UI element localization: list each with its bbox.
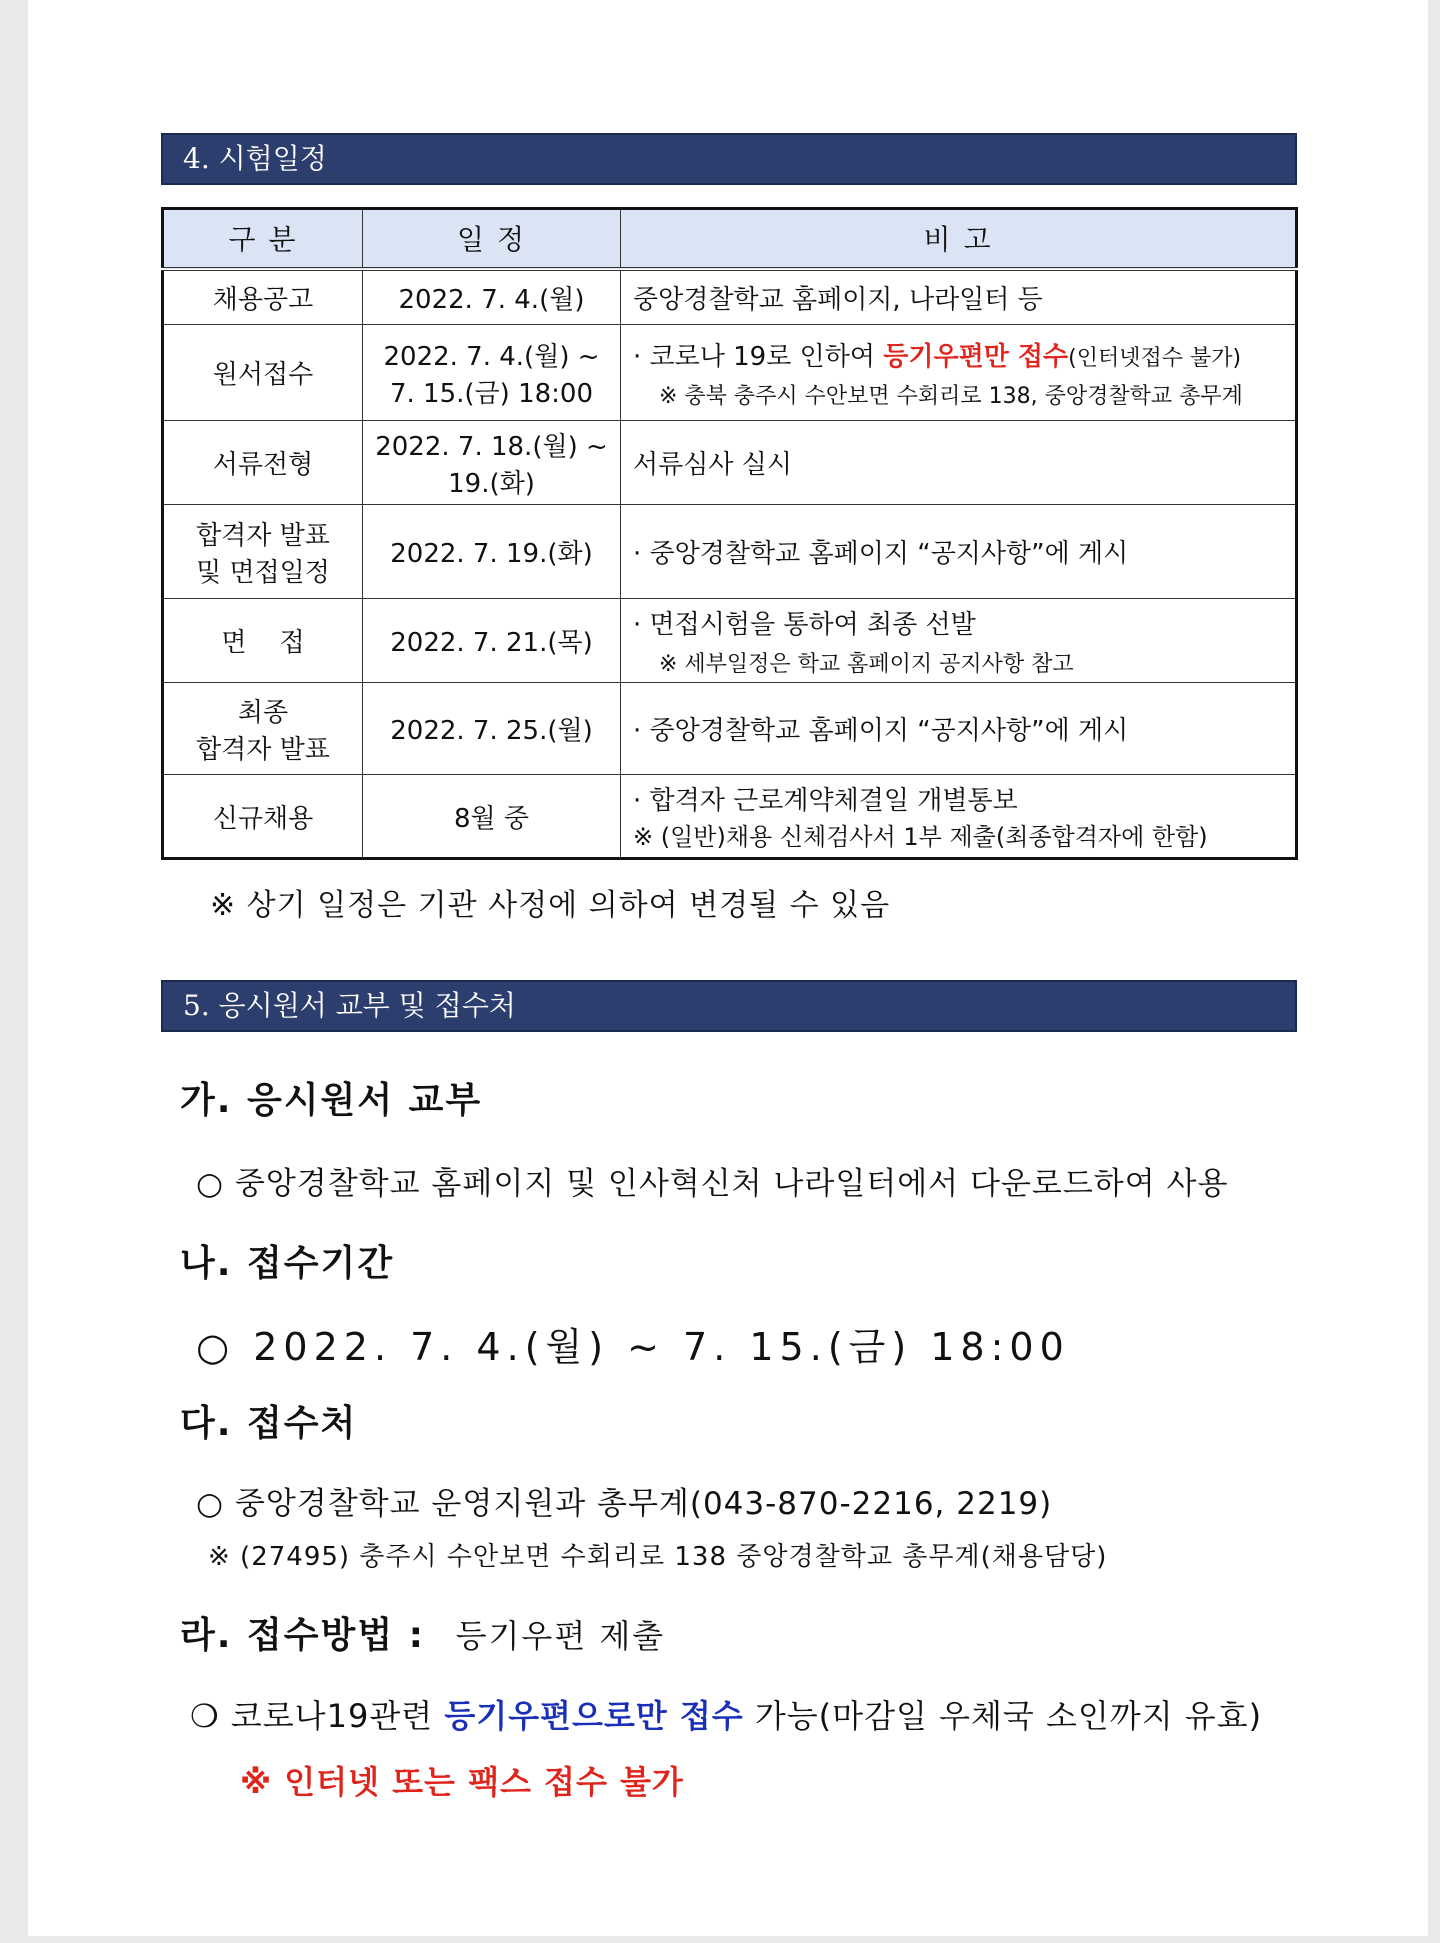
- row-category: 원서접수: [163, 325, 363, 421]
- da-sub: ※ (27495) 충주시 수안보면 수회리로 138 중앙경찰학교 총무계(채용담당): [208, 1542, 1108, 1572]
- row-date: 8월 중: [363, 775, 621, 859]
- row-date: 2022. 7. 19.(화): [363, 505, 621, 599]
- table-row: [163, 775, 1297, 859]
- row-note-sub: ※ (일반)채용 신체검사서 1부 제출(최종합격자에 한함): [633, 823, 1208, 851]
- row-category-line: 합격자 발표: [196, 520, 330, 551]
- row-category: 면 접: [163, 599, 363, 683]
- section-5-title: 5. 응시원서 교부 및 접수처: [161, 980, 1297, 1032]
- row-note-sub: ※ 세부일정은 학교 홈페이지 공지사항 참고: [659, 651, 1074, 677]
- heading-ra-label: 라. 접수방법 :: [180, 1615, 426, 1656]
- da-item: ○ 중앙경찰학교 운영지원과 총무계(043-870-2216, 2219): [196, 1486, 1053, 1522]
- table-row: [163, 505, 1297, 599]
- row-date: 2022. 7. 21.(목): [363, 599, 621, 683]
- table-header-row: [163, 209, 1297, 269]
- table-row: [163, 683, 1297, 775]
- row-category: 채용공고: [163, 269, 363, 325]
- row-category-line: 합격자 발표: [196, 734, 330, 765]
- ra-item-suffix: 가능(마감일 우체국 소인까지 유효): [743, 1697, 1263, 1735]
- row-category: [163, 505, 363, 599]
- row-date-line: 2022. 7. 18.(월) ~: [375, 431, 608, 462]
- table-row: [163, 325, 1297, 421]
- row-date: [363, 421, 621, 505]
- heading-ra: [180, 1607, 665, 1658]
- row-note: 서류심사 실시: [621, 421, 1297, 505]
- heading-na: 나. 접수기간: [180, 1243, 395, 1284]
- row-date: [363, 325, 621, 421]
- row-category-line: 최종: [237, 697, 289, 728]
- row-category-line: 및 면접일정: [196, 557, 330, 588]
- header-date: 일 정: [363, 209, 621, 269]
- ra-method: 등기우편 제출: [455, 1617, 666, 1655]
- row-date: 2022. 7. 4.(월): [363, 269, 621, 325]
- table-row: [163, 421, 1297, 505]
- header-note: 비 고: [621, 209, 1297, 269]
- row-category: [163, 683, 363, 775]
- row-category: 신규채용: [163, 775, 363, 859]
- row-note: [621, 599, 1297, 683]
- ra-item-highlight: 등기우편으로만 접수: [444, 1697, 744, 1735]
- heading-ga: 가. 응시원서 교부: [180, 1080, 483, 1121]
- row-note: [621, 325, 1297, 421]
- row-category: 서류전형: [163, 421, 363, 505]
- row-note: 중앙경찰학교 홈페이지, 나라일터 등: [621, 269, 1297, 325]
- table-row: [163, 269, 1297, 325]
- ra-item-prefix: ❍ 코로나19관련: [190, 1697, 445, 1735]
- ga-item: ○ 중앙경찰학교 홈페이지 및 인사혁신처 나라일터에서 다운로드하여 사용: [196, 1166, 1229, 1202]
- row-note-text: · 면접시험을 통하여 최종 선발: [633, 609, 976, 640]
- row-note-suffix: (인터넷접수 불가): [1068, 345, 1242, 371]
- row-note: [621, 775, 1297, 859]
- table-row: [163, 599, 1297, 683]
- row-date-line: 2022. 7. 4.(월) ~: [383, 341, 600, 372]
- row-note-text: · 합격자 근로계약체결일 개별통보: [633, 786, 1018, 816]
- row-note-text: · 코로나 19로 인하여: [633, 341, 884, 372]
- row-note: · 중앙경찰학교 홈페이지 “공지사항”에 게시: [621, 683, 1297, 775]
- schedule-table: [161, 207, 1298, 860]
- row-note-sub: ※ 충북 충주시 수안보면 수회리로 138, 중앙경찰학교 총무계: [659, 383, 1243, 409]
- schedule-note: ※ 상기 일정은 기관 사정에 의하여 변경될 수 있음: [210, 888, 891, 923]
- section-4-title: 4. 시험일정: [161, 133, 1297, 185]
- row-note: · 중앙경찰학교 홈페이지 “공지사항”에 게시: [621, 505, 1297, 599]
- header-category: 구 분: [163, 209, 363, 269]
- na-item: ○ 2022. 7. 4.(월) ~ 7. 15.(금) 18:00: [196, 1325, 1070, 1369]
- heading-da: 다. 접수처: [180, 1403, 358, 1444]
- row-date-line: 19.(화): [448, 468, 535, 499]
- ra-warning: ※ 인터넷 또는 팩스 접수 불가: [240, 1763, 684, 1801]
- row-date-line: 7. 15.(금) 18:00: [389, 378, 593, 409]
- row-note-highlight: 등기우편만 접수: [883, 341, 1069, 372]
- ra-item: [190, 1691, 1262, 1737]
- row-date: 2022. 7. 25.(월): [363, 683, 621, 775]
